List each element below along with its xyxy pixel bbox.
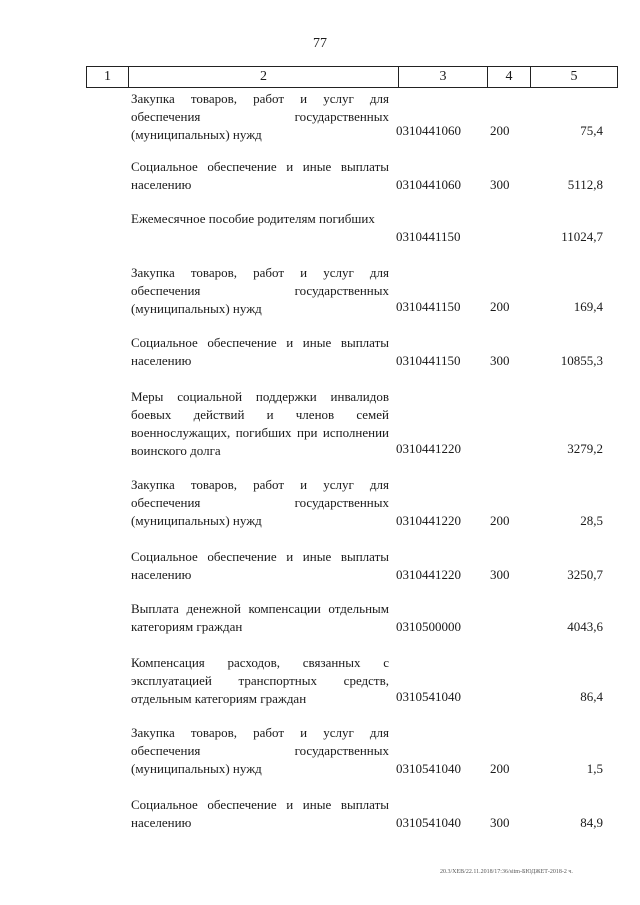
header-col-4: 4	[488, 67, 531, 87]
header-col-2: 2	[129, 67, 399, 87]
row-kvr: 200	[490, 299, 510, 314]
row-code: 0310500000	[396, 619, 461, 634]
row-code: 0310441220	[396, 441, 461, 456]
row-code: 0310441060	[396, 177, 461, 192]
header-col-1: 1	[87, 67, 129, 87]
row-sum: 3250,7	[567, 567, 603, 582]
row-kvr: 200	[490, 761, 510, 776]
row-sum: 169,4	[573, 299, 603, 314]
row-name: Меры социальной поддержки инвалидов боевых действий и членов семей военнослужащих, погибших при исполнении воинского долга	[131, 389, 389, 458]
row-name: Компенсация расходов, связанных с эксплуатацией транспортных средств, отдельным категориям граждан	[131, 655, 389, 706]
row-kvr: 200	[490, 513, 510, 528]
row-sum: 86,4	[580, 689, 603, 704]
row-sum: 4043,6	[567, 619, 603, 634]
row-code: 0310441150	[396, 299, 461, 314]
row-kvr: 200	[490, 123, 510, 138]
row-sum: 3279,2	[567, 441, 603, 456]
row-code: 0310441150	[396, 353, 461, 368]
row-name: Выплата денежной компенсации отдельным категориям граждан	[131, 601, 389, 634]
row-code: 0310541040	[396, 761, 461, 776]
row-name: Социальное обеспечение и иные выплаты населению	[131, 335, 389, 368]
row-sum: 75,4	[580, 123, 603, 138]
row-code: 0310441220	[396, 567, 461, 582]
row-code: 0310441150	[396, 229, 461, 244]
row-name: Закупка товаров, работ и услуг для обеспечения государственных (муниципальных) нужд	[131, 477, 389, 528]
row-sum: 10855,3	[560, 353, 603, 368]
row-sum: 5112,8	[567, 177, 603, 192]
row-name: Социальное обеспечение и иные выплаты населению	[131, 549, 389, 582]
page-number: 77	[313, 36, 327, 51]
row-kvr: 300	[490, 353, 510, 368]
row-name: Закупка товаров, работ и услуг для обеспечения государственных (муниципальных) нужд	[131, 725, 389, 776]
row-name: Закупка товаров, работ и услуг для обеспечения государственных (муниципальных) нужд	[131, 91, 389, 142]
row-name: Ежемесячное пособие родителям погибших	[131, 211, 375, 226]
row-code: 0310441060	[396, 123, 461, 138]
table-header	[86, 66, 618, 88]
row-kvr: 300	[490, 567, 510, 582]
row-sum: 28,5	[580, 513, 603, 528]
row-code: 0310541040	[396, 815, 461, 830]
row-code: 0310541040	[396, 689, 461, 704]
row-name: Закупка товаров, работ и услуг для обеспечения государственных (муниципальных) нужд	[131, 265, 389, 316]
row-code: 0310441220	[396, 513, 461, 528]
row-kvr: 300	[490, 815, 510, 830]
document-footer: 20.3/ХЕВ/22.11.2018/17:36/sitm-БЮДЖЕТ-2018-2 ч.	[440, 869, 573, 875]
row-name: Социальное обеспечение и иные выплаты населению	[131, 797, 389, 830]
row-kvr: 300	[490, 177, 510, 192]
header-col-5: 5	[570, 69, 578, 84]
header-col-3: 3	[399, 67, 488, 87]
row-sum: 1,5	[586, 761, 603, 776]
row-sum: 84,9	[580, 815, 603, 830]
row-sum: 11024,7	[561, 229, 603, 244]
row-name: Социальное обеспечение и иные выплаты населению	[131, 159, 389, 192]
